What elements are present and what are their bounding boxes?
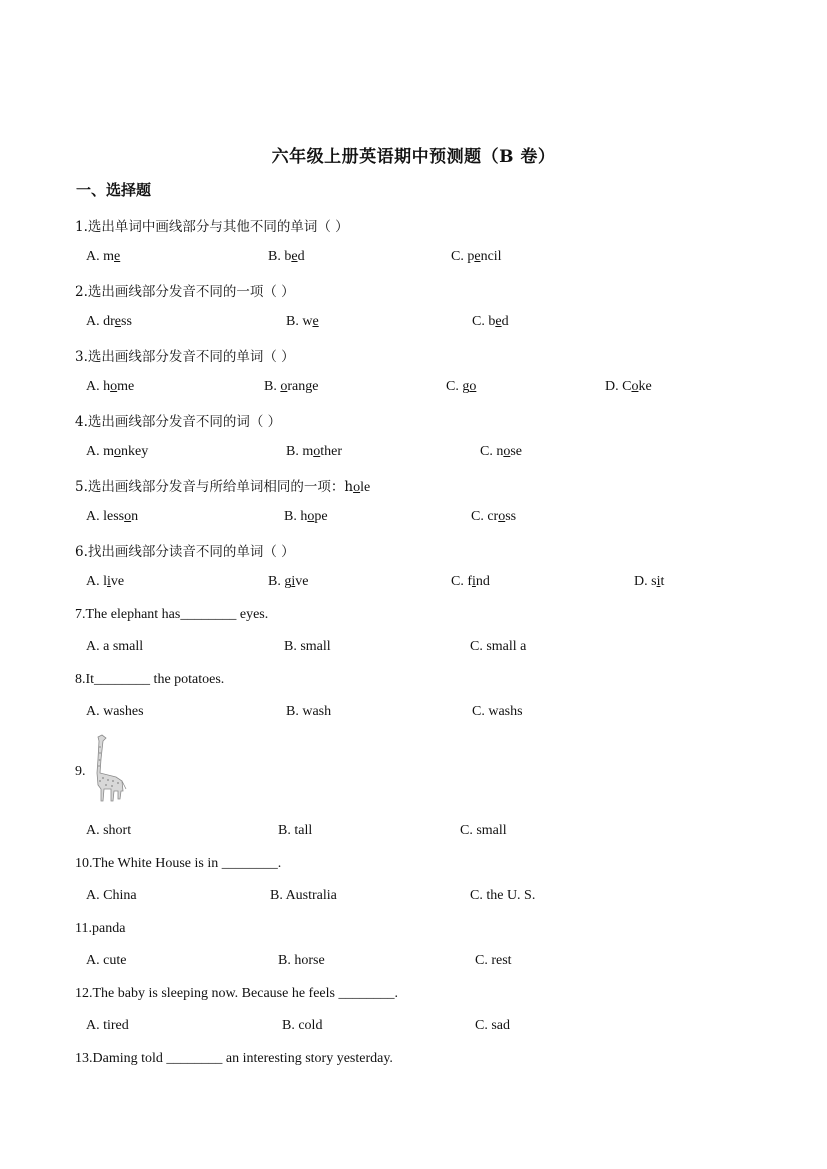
question-8: 8.It________ the potatoes. — [75, 672, 225, 687]
q6-option-b[interactable]: B. give — [268, 574, 309, 589]
q11-option-c[interactable]: C. rest — [475, 953, 512, 968]
q1-option-a[interactable]: A. me — [86, 249, 121, 264]
q10-option-a[interactable]: A. China — [86, 888, 137, 903]
q3-option-c[interactable]: C. go — [446, 379, 477, 394]
page-title: 六年级上册英语期中预测题（B 卷） — [271, 147, 556, 167]
question-3: 3.选出画线部分发音不同的单词（ ） — [75, 349, 295, 365]
question-12: 12.The baby is sleeping now. Because he feels ________. — [75, 986, 398, 1001]
q7-option-b[interactable]: B. small — [284, 639, 331, 654]
question-11: 11.panda — [75, 921, 126, 936]
q12-option-c[interactable]: C. sad — [475, 1018, 510, 1033]
q6-option-a[interactable]: A. live — [86, 574, 125, 589]
question-7: 7.The elephant has________ eyes. — [75, 607, 269, 622]
question-1: 1.选出单词中画线部分与其他不同的单词（ ） — [75, 219, 349, 235]
question-13: 13.Daming told ________ an interesting story yesterday. — [75, 1051, 393, 1066]
q5-option-c[interactable]: C. cross — [471, 509, 517, 524]
q4-option-b[interactable]: B. mother — [286, 444, 342, 459]
q12-option-b[interactable]: B. cold — [282, 1018, 323, 1033]
question-2: 2.选出画线部分发音不同的一项（ ） — [75, 284, 295, 300]
q9-option-a[interactable]: A. short — [86, 823, 132, 838]
q11-option-b[interactable]: B. horse — [278, 953, 325, 968]
q8-option-a[interactable]: A. washes — [86, 704, 144, 719]
q5-option-b[interactable]: B. hope — [284, 509, 328, 524]
q9-option-b[interactable]: B. tall — [278, 823, 313, 838]
q4-option-a[interactable]: A. monkey — [86, 444, 149, 459]
q10-option-b[interactable]: B. Australia — [270, 888, 337, 903]
q2-option-b[interactable]: B. we — [286, 314, 319, 329]
q1-option-c[interactable]: C. pencil — [451, 249, 502, 264]
question-4: 4.选出画线部分发音不同的词（ ） — [75, 414, 282, 430]
q7-option-a[interactable]: A. a small — [86, 639, 144, 654]
q8-option-b[interactable]: B. wash — [286, 704, 332, 719]
section-heading: 一、选择题 — [76, 181, 152, 199]
q11-option-a[interactable]: A. cute — [86, 953, 127, 968]
q3-option-d[interactable]: D. Coke — [605, 379, 652, 394]
q6-option-d[interactable]: D. sit — [634, 574, 665, 589]
question-5: 5.选出画线部分发音与所给单词相同的一项：hole — [75, 479, 371, 495]
q1-option-b[interactable]: B. bed — [268, 249, 305, 264]
q12-option-a[interactable]: A. tired — [86, 1018, 129, 1033]
q9-option-c[interactable]: C. small — [460, 823, 507, 838]
q2-option-a[interactable]: A. dress — [86, 314, 132, 329]
q3-option-a[interactable]: A. home — [86, 379, 135, 394]
question-6: 6.找出画线部分读音不同的单词（ ） — [75, 544, 295, 560]
q6-option-c[interactable]: C. find — [451, 574, 490, 589]
giraffe-icon — [86, 733, 130, 807]
q5-option-a[interactable]: A. lesson — [86, 509, 139, 524]
q10-option-c[interactable]: C. the U. S. — [470, 888, 536, 903]
q8-option-c[interactable]: C. washs — [472, 704, 523, 719]
q7-option-c[interactable]: C. small a — [470, 639, 527, 654]
q4-option-c[interactable]: C. nose — [480, 444, 523, 459]
question-9: 9. — [75, 764, 86, 779]
question-10: 10.The White House is in ________. — [75, 856, 282, 871]
q3-option-b[interactable]: B. orange — [264, 379, 319, 394]
q2-option-c[interactable]: C. bed — [472, 314, 509, 329]
